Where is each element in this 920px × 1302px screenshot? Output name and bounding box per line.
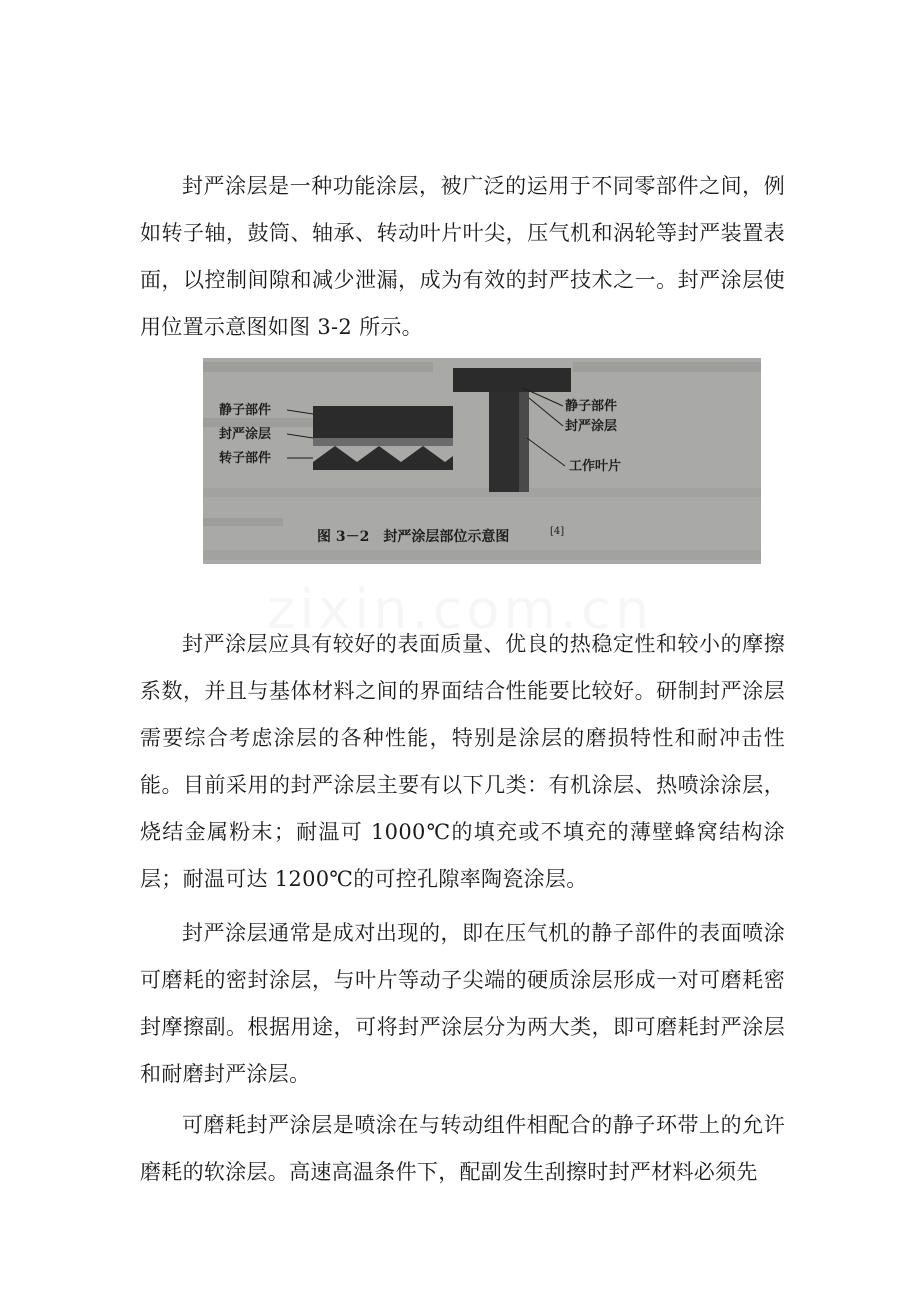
left-seal-coating: [313, 438, 453, 446]
paragraph-4: 可磨耗封严涂层是喷涂在与转动组件相配合的静子环带上的允许磨耗的软涂层。高速高温条件下，配副发生刮擦时封严材料必须先: [140, 1113, 785, 1184]
paragraph-1: 封严涂层是一种功能涂层，被广泛的运用于不同零部件之间，例如转子轴，鼓筒、轴承、转动叶片叶尖，压气机和涡轮等封严装置表面，以控制间隙和减少泄漏，成为有效的封严技术之一。封严涂层使用位置示意图如图 3-2 所示。: [140, 174, 785, 339]
leader-right-blade: [527, 438, 565, 466]
left-rotor-teeth: [313, 446, 453, 470]
paragraph-3: 封严涂层通常是成对出现的，即在压气机的静子部件的表面喷涂可磨耗的密封涂层，与叶片等动子尖端的硬质涂层形成一对可磨耗密封摩擦副。根据用途，可将封严涂层分为两大类，即可磨耗封严涂层和耐磨封严涂层。: [140, 921, 785, 1086]
label-left-stator: 静子部件: [219, 403, 272, 418]
label-right-seal: 封严涂层: [565, 419, 618, 434]
label-left-rotor: 转子部件: [219, 451, 272, 466]
seal-coating-diagram: [203, 358, 761, 564]
figure-3-2: [203, 358, 761, 564]
figure-caption-reference: [4]: [550, 526, 565, 537]
right-stator-block: [453, 368, 571, 392]
label-right-stator: 静子部件: [565, 399, 618, 414]
figure-caption: 图 3－2 封严涂层部位示意图: [317, 529, 510, 545]
label-right-blade: 工作叶片: [569, 459, 622, 474]
left-stator-block: [313, 406, 453, 438]
label-left-seal: 封严涂层: [219, 427, 272, 442]
paragraph-2: 封严涂层应具有较好的表面质量、优良的热稳定性和较小的摩擦系数，并且与基体材料之间的界面结合性能要比较好。研制封严涂层需要综合考虑涂层的各种性能，特别是涂层的磨损特性和耐冲击性能。目前采用的封严涂层主要有以下几类：有机涂层、热喷涂涂层，烧结金属粉末；耐温可 1000℃的填充或不填充的薄壁蜂窝结构涂层；耐温可达 1200℃的可控孔隙率陶瓷涂层。: [140, 632, 785, 891]
leader-left-seal: [287, 434, 313, 438]
leader-left-stator: [287, 410, 313, 414]
leader-right-seal: [529, 398, 563, 426]
